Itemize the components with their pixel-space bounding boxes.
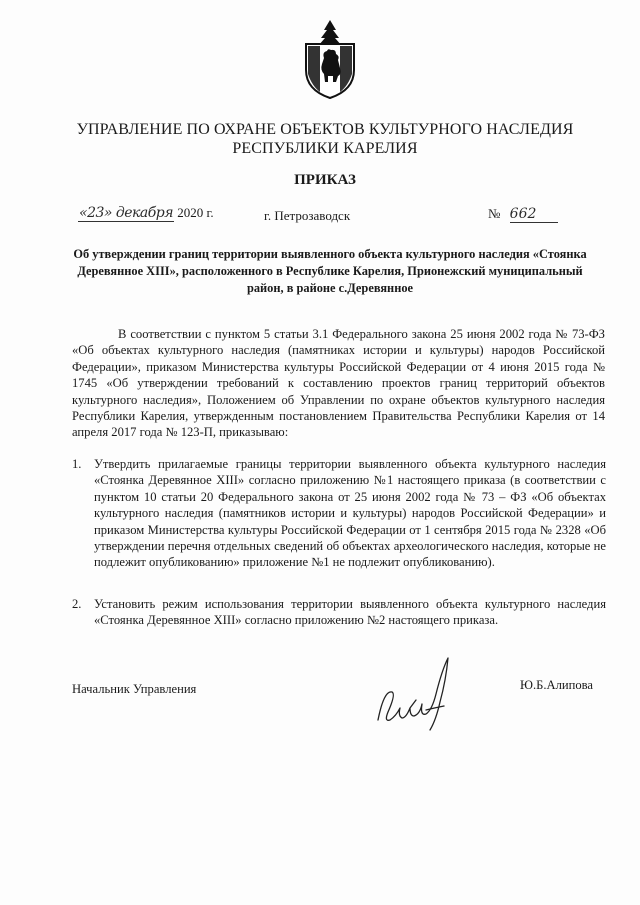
karelia-coat-of-arms-icon [300,18,360,100]
item-number: 2. [72,597,82,611]
item-number: 1. [72,457,82,471]
signer-title: Начальник Управления [72,682,197,696]
handwritten-number: 662 [510,206,558,223]
preamble-paragraph: В соответствии с пунктом 5 статьи 3.1 Федерального закона 25 июня 2002 года № 73-ФЗ «Об объектах культурного наследия (памятниках истории и культуры) народов Российской Федерации», приказом Министерства культуры Российской Федерации от 4 июня 2015 года № 1745 «Об утверждении требований к составлению проектов границ территорий объектов культурного наследия», Положением об Управлении по охране объектов культурного наследия Республики Карелия, утвержденным постановлением Правительства Республики Карелия от 14 апреля 2017 года № 123-П, приказываю: [72,327,605,440]
number-sign: № [488,206,501,221]
order-year: 2020 г. [177,205,214,220]
signer-name: Ю.Б.Алипова [520,678,593,692]
org-name-line2: РЕСПУБЛИКИ КАРЕЛИЯ [232,140,418,157]
item-text: Утвердить прилагаемые границы территории выявленного объекта культурного наследия «Стоянка Деревянное XIII» согласно приложению №1 настоящего приказа (в соответствии с пунктом 10 статьи 20 Федерального закона от 25 июня 2002 года № 73 – ФЗ «Об объектах культурного наследия (памятников истории и культуры) народов Российской Федерации» и приказом Министерства культуры Российской Федерации от 1 сентября 2015 года № 2328 «Об утверждении перечня отдельных сведений об объектах археологического наследия, которые не подлежит опубликованию» приложение №1 не подлежит опубликованию). [94,457,606,570]
org-name-line1: УПРАВЛЕНИЕ ПО ОХРАНЕ ОБЪЕКТОВ КУЛЬТУРНОГО НАСЛЕДИЯ [76,121,574,138]
item-text: Установить режим использования территории выявленного объекта культурного наследия «Стоянка Деревянное XIII» согласно приложению №2 настоящего приказа. [94,597,606,628]
handwritten-date: «23» декабря [79,205,174,221]
handwritten-signature-icon [370,650,470,740]
order-number [488,206,558,223]
order-item [72,596,605,636]
document-type-title: ПРИКАЗ [294,172,356,188]
order-date [78,205,214,229]
order-item [72,456,605,591]
order-subject: Об утверждении границ территории выявленного объекта культурного наследия «Стоянка Деревянное XIII», расположенного в Республике Карелия, Прионежский муниципальный район, в районе с.Деревянное [73,247,587,295]
organization-name [40,120,610,158]
order-city: г. Петрозаводск [264,208,351,223]
